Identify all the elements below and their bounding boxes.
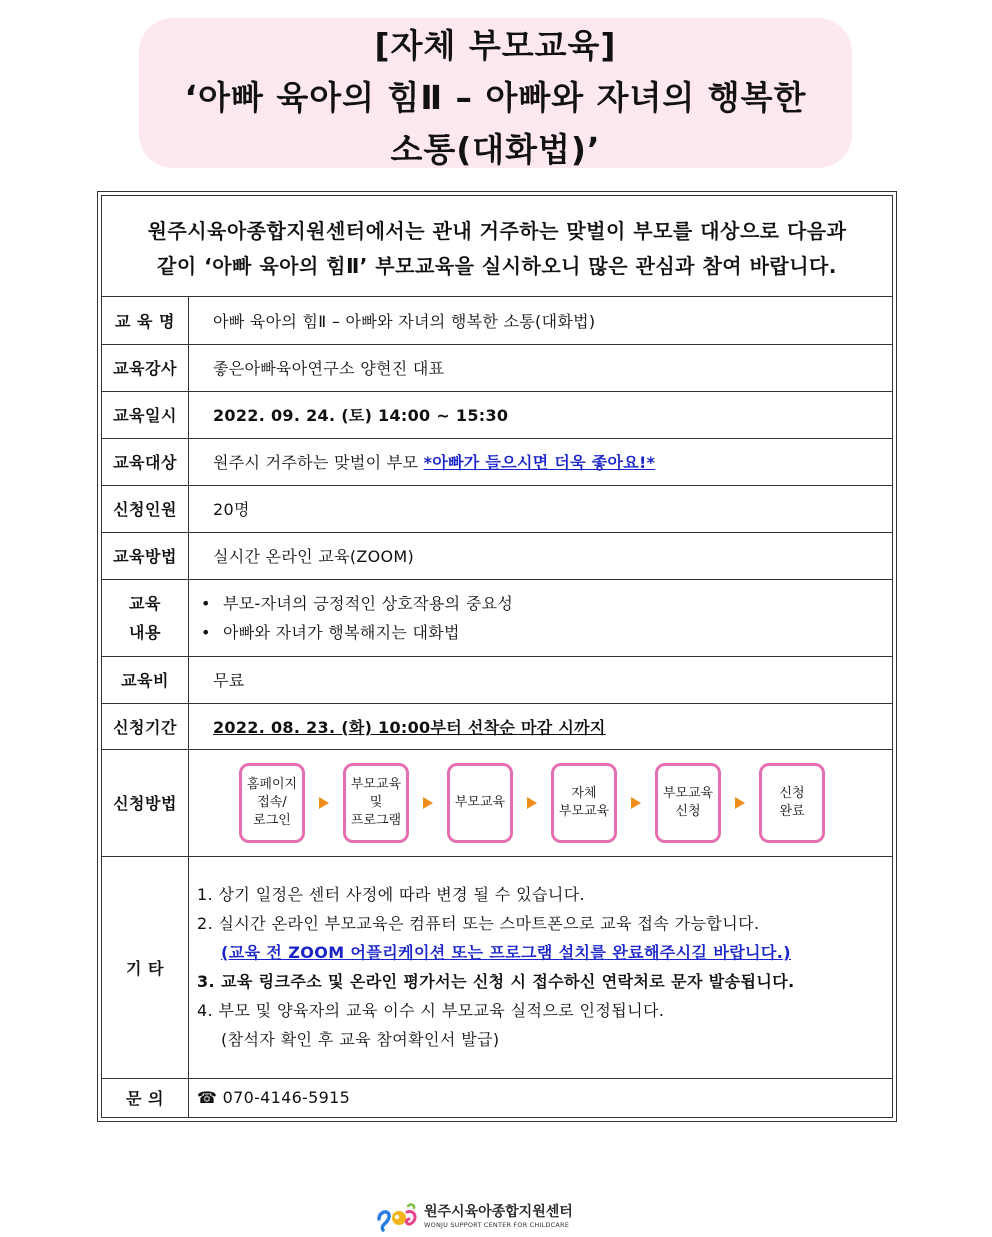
label-apply: 신청방법 [102,749,189,856]
step-text: 홈페이지 [246,776,298,792]
title-line-2: ‘아빠 육아의 힘Ⅱ – 아빠와 자녀의 행복한 [184,78,807,117]
row-capacity [102,485,892,532]
content-item: • 아빠와 자녀가 행복해지는 대화법 [201,618,892,647]
row-period [102,703,892,749]
row-content [102,579,892,656]
content-item: • 부모-자녀의 긍정적인 상호작용의 중요성 [201,589,892,618]
value-date: 2022. 09. 24. (토) 14:00 ~ 15:30 [189,391,893,438]
row-apply [102,749,892,856]
info-table [102,297,892,1117]
value-capacity: 20명 [189,485,893,532]
arrow-right-icon [423,797,433,809]
row-fee [102,656,892,703]
row-date [102,391,892,438]
label-fee: 교육비 [102,656,189,703]
row-method [102,532,892,579]
value-name: 아빠 육아의 힘Ⅱ – 아빠와 자녀의 행복한 소통(대화법) [189,297,893,344]
row-target [102,438,892,485]
step-text: 접속/ [257,794,287,810]
row-etc [102,856,892,1078]
footer-center-name: 원주시육아종합지원센터 [424,1204,573,1220]
intro-line-2: 같이 ‘아빠 육아의 힘Ⅱ’ 부모교육을 실시하오니 많은 관심과 참여 바랍니다. [157,254,837,278]
value-lecturer: 좋은아빠육아연구소 양현진 대표 [189,344,893,391]
step-text: 부모교육 [662,785,714,801]
info-frame [97,191,897,1122]
step-parent-edu-program [343,763,409,843]
value-period: 2022. 08. 23. (화) 10:00부터 선착순 마감 시까지 [189,703,893,749]
footer-logo [376,1202,573,1232]
etc-list [189,880,892,1054]
step-text: 부모교육 [350,776,402,792]
apply-steps [189,763,892,843]
contact-number: 070-4146-5915 [222,1088,351,1108]
arrow-right-icon [527,797,537,809]
row-lecturer [102,344,892,391]
label-lecturer: 교육강사 [102,344,189,391]
label-capacity: 신청인원 [102,485,189,532]
label-content-1: 교육 [129,593,161,613]
title-line-1: [자체 부모교육] [374,26,617,65]
etc-item-1: 1. 상기 일정은 센터 사정에 따라 변경 될 수 있습니다. [197,885,586,904]
step-text: 신청 [675,803,701,819]
step-text: 로그인 [253,812,291,828]
label-target: 교육대상 [102,438,189,485]
row-name [102,297,892,344]
etc-item-2: 2. 실시간 온라인 부모교육은 컴퓨터 또는 스마트폰으로 교육 접속 가능합니다. [197,914,760,933]
etc-item-4-note: (참석자 확인 후 교육 참여확인서 발급) [221,1030,500,1049]
etc-item-4: 4. 부모 및 양육자의 교육 이수 시 부모교육 실적으로 인정됩니다. [197,1001,665,1020]
value-fee: 무료 [189,656,893,703]
value-content [189,579,893,656]
intro-text [102,196,892,297]
footer-text [424,1204,573,1230]
value-target [189,438,893,485]
etc-item-2-note: (교육 전 ZOOM 어플리케이션 또는 프로그램 설치를 완료해주시길 바랍니다.) [221,943,791,962]
content-list [189,589,892,647]
info-table-container [101,195,893,1118]
target-note: *아빠가 들으시면 더욱 좋아요!* [423,453,656,472]
label-contact: 문 의 [102,1078,189,1117]
step-text: 및 [369,794,383,810]
step-text: 자체 [571,785,597,801]
value-contact [189,1078,893,1117]
phone-icon: ☎ [197,1088,218,1108]
step-text: 부모교육 [558,803,610,819]
step-homepage-login [239,763,305,843]
label-name: 교 육 명 [102,297,189,344]
intro-line-1: 원주시육아종합지원센터에서는 관내 거주하는 맞벌이 부모를 대상으로 다음과 [147,219,847,243]
value-etc [189,856,893,1078]
label-date: 교육일시 [102,391,189,438]
label-content-2: 내용 [129,622,161,642]
step-parent-edu [447,763,513,843]
arrow-right-icon [319,797,329,809]
label-period: 신청기간 [102,703,189,749]
arrow-right-icon [631,797,641,809]
label-content [102,579,189,656]
step-apply-complete [759,763,825,843]
step-text: 완료 [779,803,805,819]
target-text: 원주시 거주하는 맞벌이 부모 [213,453,419,472]
step-text: 프로그램 [350,812,402,828]
title-banner [139,18,852,168]
label-method: 교육방법 [102,532,189,579]
step-text: 부모교육 [454,794,506,810]
step-text: 신청 [779,785,805,801]
title-line-3: 소통(대화법)’ [390,130,601,169]
center-logo-icon [376,1202,420,1232]
value-method: 실시간 온라인 교육(ZOOM) [189,532,893,579]
label-etc: 기 타 [102,856,189,1078]
step-edu-apply [655,763,721,843]
footer-center-name-en: WONJU SUPPORT CENTER FOR CHILDCARE [424,1221,570,1229]
row-contact [102,1078,892,1117]
arrow-right-icon [735,797,745,809]
etc-item-3: 3. 교육 링크주소 및 온라인 평가서는 신청 시 접수하신 연락처로 문자 발송됩니다. [197,972,795,991]
step-own-parent-edu [551,763,617,843]
value-apply [189,749,893,856]
